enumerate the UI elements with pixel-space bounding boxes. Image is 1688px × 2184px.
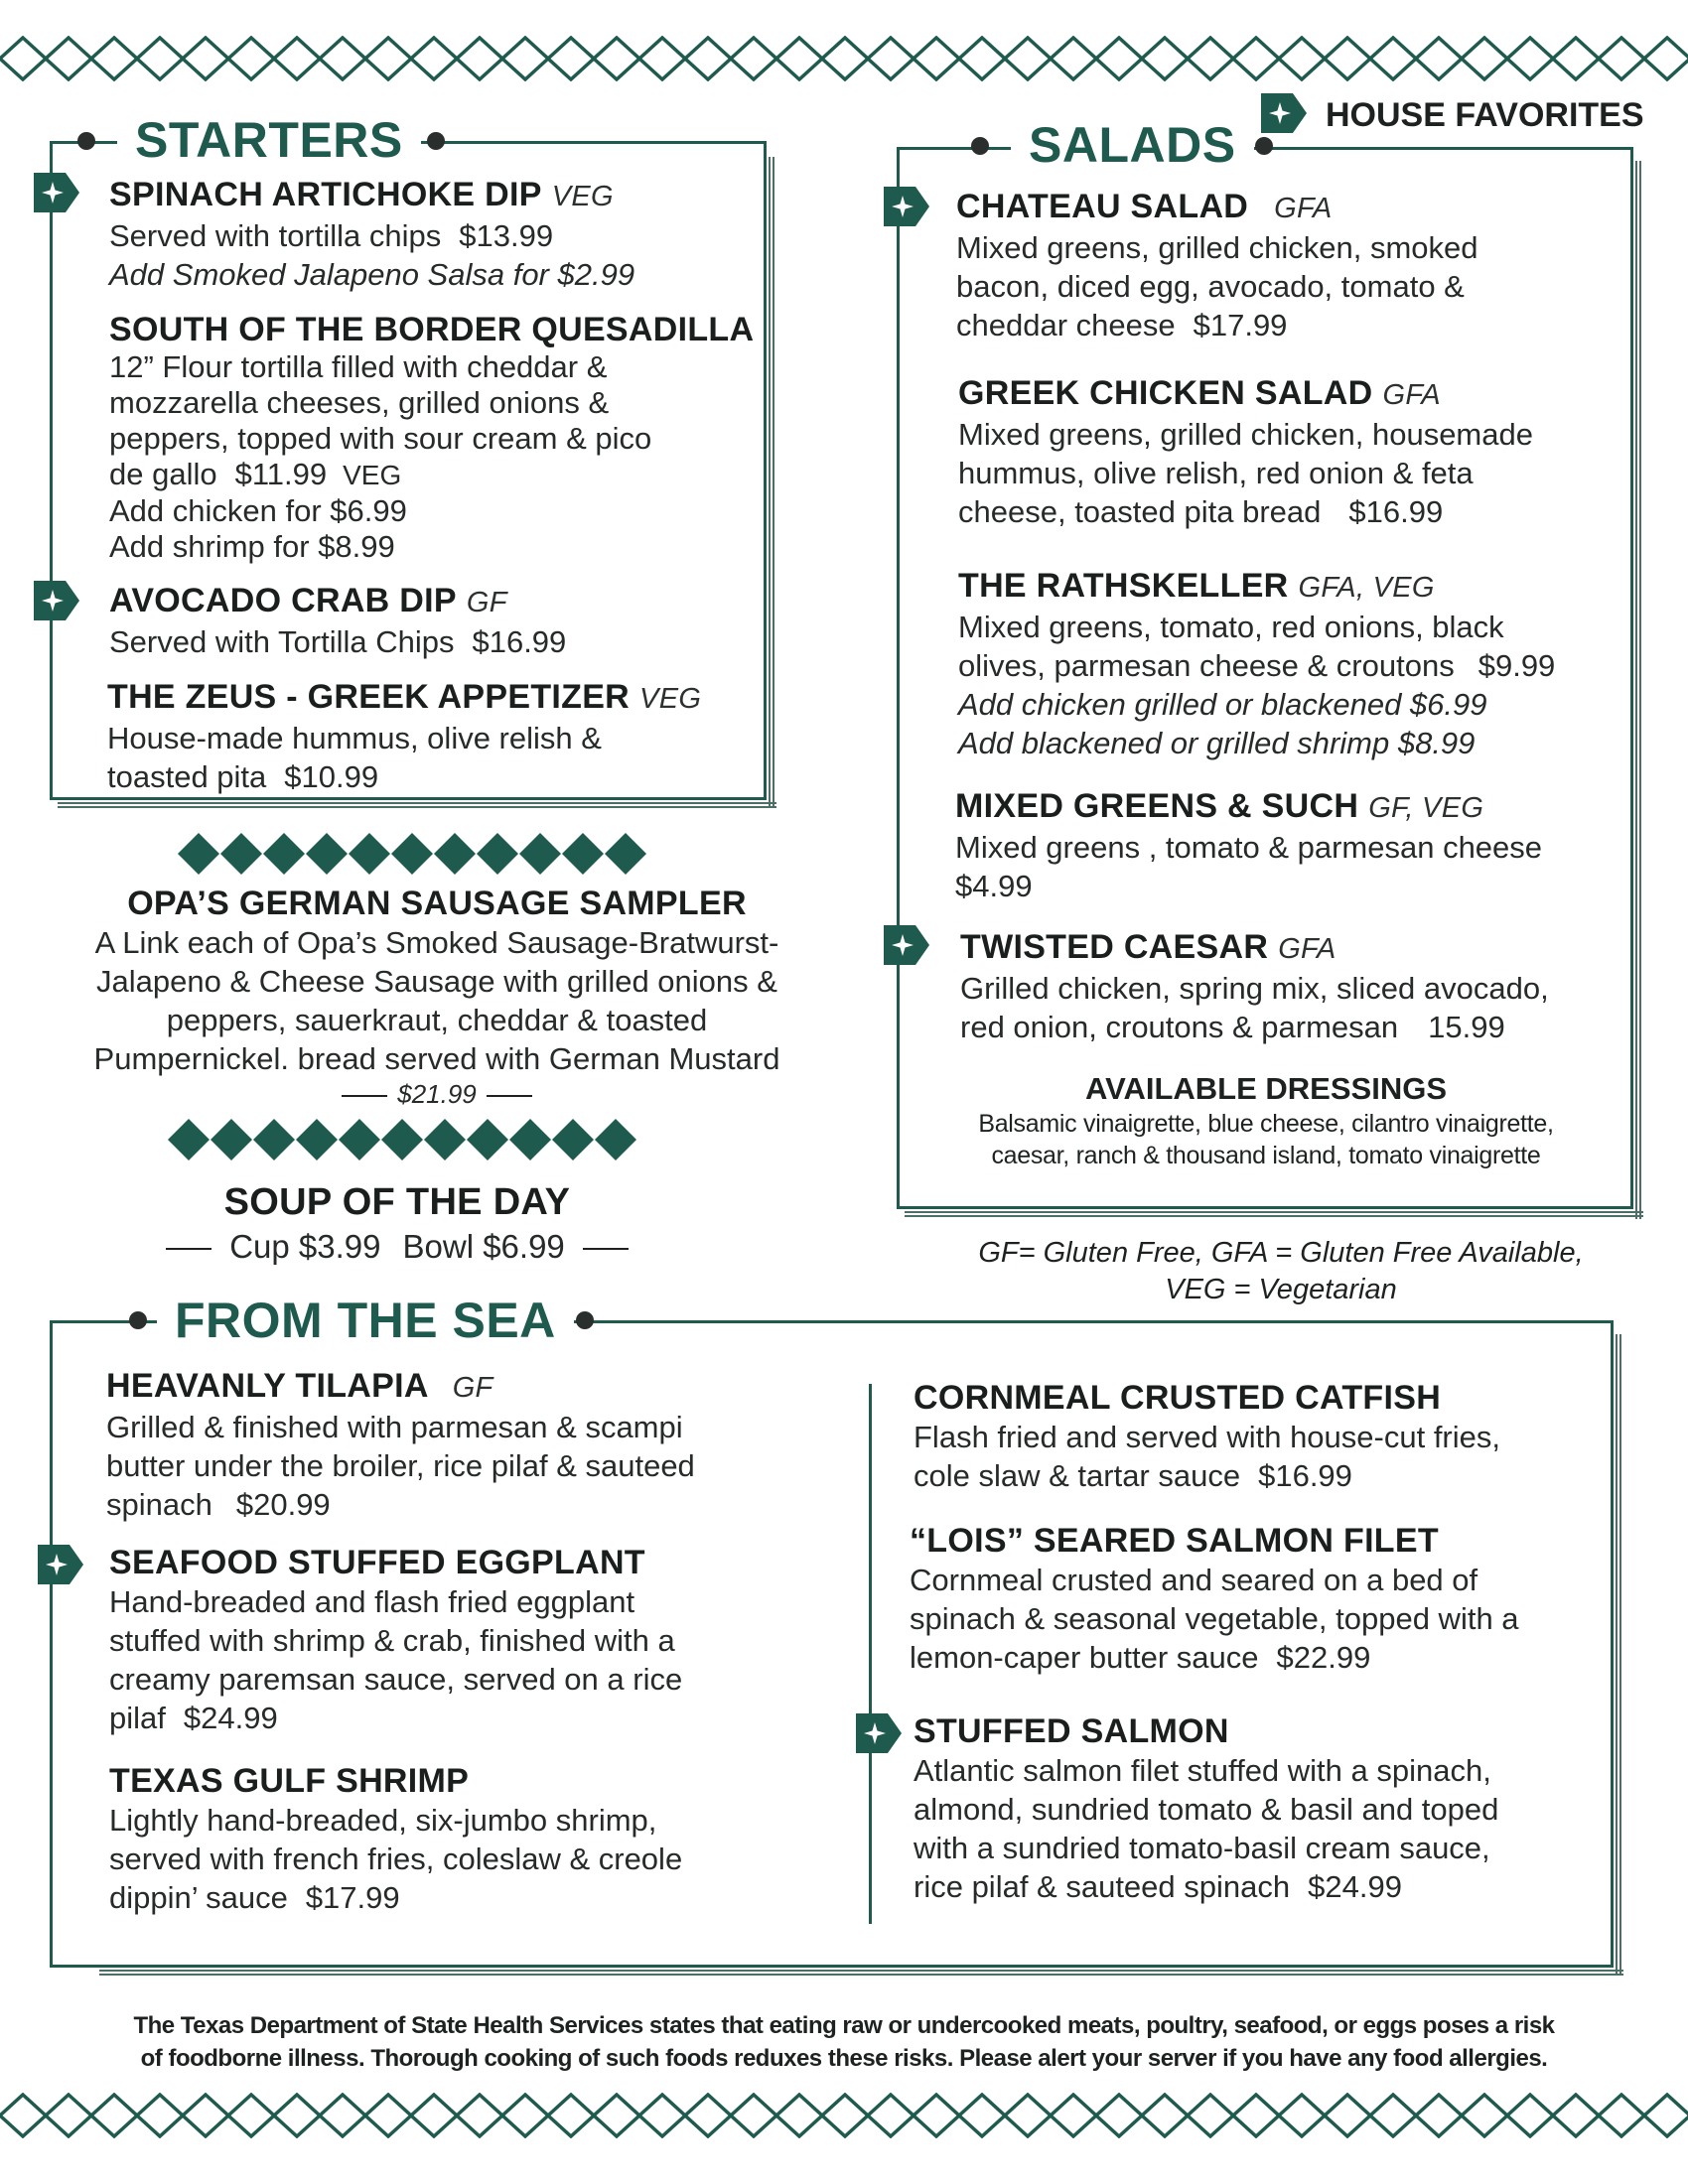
item-addon: Add Smoked Jalapeno Salsa for $2.99 <box>109 257 635 292</box>
soup-bowl-price: Bowl $6.99 <box>402 1228 565 1265</box>
item-addon: Add blackened or grilled shrimp $8.99 <box>958 726 1476 760</box>
sea-shadow-bottom <box>99 1968 1623 1976</box>
item-price: 15.99 <box>1428 1010 1505 1044</box>
item-addon: Add chicken for $6.99 <box>109 493 407 528</box>
bottom-zigzag-border <box>0 2093 1688 2138</box>
item-name: SOUTH OF THE BORDER QUESADILLA <box>109 311 755 348</box>
menu-item-twisted-caesar <box>960 927 1549 1046</box>
menu-item-the-rathskeller <box>958 566 1555 762</box>
item-description-line: creamy paremsan sauce, served on a rice <box>109 1662 683 1697</box>
menu-item-south-of-the-border-quesadilla <box>109 310 754 565</box>
item-addon: Add chicken grilled or blackened $6.99 <box>958 687 1487 722</box>
house-favorite-star-icon <box>1261 93 1307 133</box>
item-description-line: Grilled chicken, spring mix, sliced avocado, <box>960 971 1549 1006</box>
dressings-list-line: Balsamic vinaigrette, blue cheese, cilantro vinaigrette, <box>978 1110 1554 1138</box>
house-favorite-star-icon <box>856 1713 902 1753</box>
diet-tag: GF, VEG <box>1368 792 1484 824</box>
diet-key-line: VEG = Vegetarian <box>1165 1274 1397 1305</box>
item-name: STUFFED SALMON <box>914 1712 1229 1750</box>
item-description-line: spinach <box>106 1487 212 1522</box>
item-description-line: cheddar cheese <box>956 308 1176 342</box>
item-description-line: red onion, croutons & parmesan <box>960 1010 1399 1044</box>
item-price: $24.99 <box>183 1701 278 1735</box>
item-description-line: lemon-caper butter sauce <box>910 1640 1259 1675</box>
sea-column-divider <box>869 1384 872 1924</box>
menu-item-spinach-artichoke-dip <box>109 175 634 294</box>
health-disclaimer <box>20 2009 1668 2075</box>
item-name: TWISTED CAESAR <box>960 928 1269 966</box>
item-description-line: Pumpernickel. bread served with German Mustard <box>93 1041 780 1076</box>
item-description-line: bacon, diced egg, avocado, tomato & <box>956 269 1465 304</box>
house-favorite-star-icon <box>884 925 929 965</box>
item-description: Served with Tortilla Chips <box>109 624 455 659</box>
item-name: SPINACH ARTICHOKE DIP <box>109 176 542 213</box>
salads-shadow-bottom <box>905 1209 1643 1217</box>
menu-item-mixed-greens-and-such <box>955 786 1542 905</box>
item-addon: Add shrimp for $8.99 <box>109 529 395 564</box>
item-price: $16.99 <box>1258 1458 1352 1493</box>
item-name: OPA’S GERMAN SAUSAGE SAMPLER <box>127 885 747 922</box>
menu-item-stuffed-salmon <box>914 1711 1498 1906</box>
item-description-line: butter under the broiler, rice pilaf & sauteed <box>106 1448 695 1483</box>
item-description-line: Mixed greens , tomato & parmesan cheese <box>955 830 1543 865</box>
house-favorite-star-icon <box>884 187 929 226</box>
item-name: SOUP OF THE DAY <box>223 1181 571 1223</box>
house-favorite-star-icon <box>38 1545 83 1584</box>
item-name: THE RATHSKELLER <box>958 567 1289 605</box>
house-favorite-star-icon <box>34 173 79 212</box>
item-name: TEXAS GULF SHRIMP <box>109 1762 470 1800</box>
diamond-divider <box>177 830 649 878</box>
menu-item-heavanly-tilapia <box>106 1366 695 1524</box>
diet-tag: GFA <box>1274 193 1333 224</box>
item-description-line: toasted pita <box>107 759 267 794</box>
item-price: $17.99 <box>305 1880 400 1915</box>
starters-title-dot-left <box>77 132 95 150</box>
item-description-line: Flash fried and served with house-cut fries, <box>914 1420 1500 1454</box>
item-description-line: 12” Flour tortilla filled with cheddar & <box>109 349 608 384</box>
item-price: $9.99 <box>1477 648 1556 683</box>
item-description-line: cheese, toasted pita bread <box>958 494 1322 529</box>
item-description-line: almond, sundried tomato & basil and toped <box>914 1792 1499 1827</box>
item-description-line: House-made hummus, olive relish & <box>107 721 602 755</box>
item-description-line: Jalapeno & Cheese Sausage with grilled onions & <box>96 964 777 999</box>
item-price: $10.99 <box>284 759 379 794</box>
diet-key <box>894 1235 1668 1308</box>
diet-tag: GF <box>466 587 507 618</box>
item-description-line: olives, parmesan cheese & croutons <box>958 648 1455 683</box>
item-description-line: stuffed with shrimp & crab, finished with a <box>109 1623 675 1658</box>
item-description-line: spinach & seasonal vegetable, topped with a <box>910 1601 1519 1636</box>
diet-tag: GFA <box>1382 379 1441 411</box>
item-description-line: Hand-breaded and flash fried eggplant <box>109 1584 635 1619</box>
item-description-line: Cornmeal crusted and seared on a bed of <box>910 1563 1478 1597</box>
available-dressings <box>914 1070 1618 1171</box>
sea-title-dot-right <box>576 1311 594 1329</box>
starters-shadow-right <box>769 157 776 808</box>
from-the-sea-title: FROM THE SEA <box>157 1293 574 1348</box>
menu-item-avocado-crab-dip <box>109 581 566 661</box>
item-price: $24.99 <box>1308 1869 1402 1904</box>
item-description-line: Grilled & finished with parmesan & scampi <box>106 1410 683 1444</box>
dressings-title: AVAILABLE DRESSINGS <box>1085 1071 1447 1106</box>
item-description-line: Lightly hand-breaded, six-jumbo shrimp, <box>109 1803 657 1838</box>
item-description-line: Atlantic salmon filet stuffed with a spinach, <box>914 1753 1491 1788</box>
disclaimer-line: The Texas Department of State Health Services states that eating raw or undercooked meats, poultry, seafood, or eggs poses a risk <box>133 2012 1555 2039</box>
item-description-line: Mixed greens, grilled chicken, housemade <box>958 417 1533 452</box>
item-description-line: rice pilaf & sauteed spinach <box>914 1869 1291 1904</box>
house-favorites-legend: HOUSE FAVORITES <box>1326 96 1644 134</box>
salads-shadow-right <box>1635 161 1643 1219</box>
item-price: $16.99 <box>472 624 567 659</box>
salads-title-dot-right <box>1255 137 1273 155</box>
diet-tag: VEG <box>343 460 402 490</box>
item-price: $21.99 <box>397 1079 477 1109</box>
item-description-line: Mixed greens, grilled chicken, smoked <box>956 230 1478 265</box>
menu-item-german-sausage-sampler <box>60 884 814 1110</box>
item-price: $20.99 <box>235 1487 331 1522</box>
item-description-line: A Link each of Opa’s Smoked Sausage-Bratwurst- <box>94 925 779 960</box>
item-description-line: with a sundried tomato-basil cream sauce, <box>914 1831 1490 1865</box>
diet-tag: GFA <box>1278 933 1336 965</box>
item-description-line: cole slaw & tartar sauce <box>914 1458 1241 1493</box>
sea-title-dot-left <box>129 1311 147 1329</box>
item-name: HEAVANLY TILAPIA <box>106 1367 429 1405</box>
menu-item-seafood-stuffed-eggplant <box>109 1543 682 1737</box>
item-name: CHATEAU SALAD <box>956 188 1249 225</box>
item-name: SEAFOOD STUFFED EGGPLANT <box>109 1544 645 1581</box>
item-price: $13.99 <box>459 218 554 253</box>
soup-cup-price: Cup $3.99 <box>229 1228 381 1265</box>
item-name: CORNMEAL CRUSTED CATFISH <box>914 1379 1442 1417</box>
item-price: $11.99 <box>234 457 328 491</box>
item-description-line: de gallo <box>109 457 217 491</box>
item-description-line: Mixed greens, tomato, red onions, black <box>958 610 1504 644</box>
menu-item-cornmeal-crusted-catfish <box>914 1378 1500 1495</box>
menu-item-soup-of-the-day <box>79 1179 715 1269</box>
starters-shadow-bottom <box>58 800 776 808</box>
item-description: Served with tortilla chips <box>109 218 442 253</box>
item-name: “LOIS” SEARED SALMON FILET <box>910 1522 1439 1560</box>
item-description-line: served with french fries, coleslaw & creole <box>109 1842 683 1876</box>
salads-title-dot-left <box>971 137 989 155</box>
item-name: MIXED GREENS & SUCH <box>955 787 1359 825</box>
item-description-line: mozzarella cheeses, grilled onions & <box>109 385 610 420</box>
diet-tag: GFA, VEG <box>1298 572 1435 604</box>
item-description-line: pilaf <box>109 1701 166 1735</box>
salads-title: SALADS <box>1011 117 1254 173</box>
starters-title-dot-right <box>427 132 445 150</box>
top-zigzag-border <box>0 36 1688 81</box>
item-description-line: dippin’ sauce <box>109 1880 288 1915</box>
starters-title: STARTERS <box>117 112 421 168</box>
sea-shadow-right <box>1616 1334 1623 1976</box>
menu-item-chateau-salad <box>956 187 1478 344</box>
item-price: $22.99 <box>1276 1640 1371 1675</box>
item-description-line: peppers, topped with sour cream & pico <box>109 421 652 456</box>
dressings-list-line: caesar, ranch & thousand island, tomato vinaigrette <box>991 1142 1541 1169</box>
item-name: THE ZEUS - GREEK APPETIZER <box>107 678 631 716</box>
menu-item-greek-chicken-salad <box>958 373 1533 531</box>
menu-item-texas-gulf-shrimp <box>109 1761 682 1917</box>
item-price: $4.99 <box>955 869 1033 903</box>
house-favorite-star-icon <box>34 581 79 620</box>
disclaimer-line: of foodborne illness. Thorough cooking of such foods reduxes these risks. Please alert your server if you have any food allergies. <box>140 2045 1548 2072</box>
item-name: GREEK CHICKEN SALAD <box>958 374 1373 412</box>
menu-item-the-zeus <box>107 677 701 796</box>
item-name: AVOCADO CRAB DIP <box>109 582 457 619</box>
diet-tag: GF <box>452 1372 493 1404</box>
diamond-divider <box>167 1116 639 1163</box>
item-price: $16.99 <box>1348 494 1444 529</box>
diet-tag: VEG <box>639 683 702 715</box>
diet-tag: VEG <box>551 181 614 212</box>
item-description-line: peppers, sauerkraut, cheddar & toasted <box>166 1003 708 1037</box>
menu-item-lois-seared-salmon-filet <box>910 1521 1519 1677</box>
item-description-line: hummus, olive relish, red onion & feta <box>958 456 1474 490</box>
item-price: $17.99 <box>1193 308 1288 342</box>
diet-key-line: GF= Gluten Free, GFA = Gluten Free Available, <box>978 1237 1584 1269</box>
